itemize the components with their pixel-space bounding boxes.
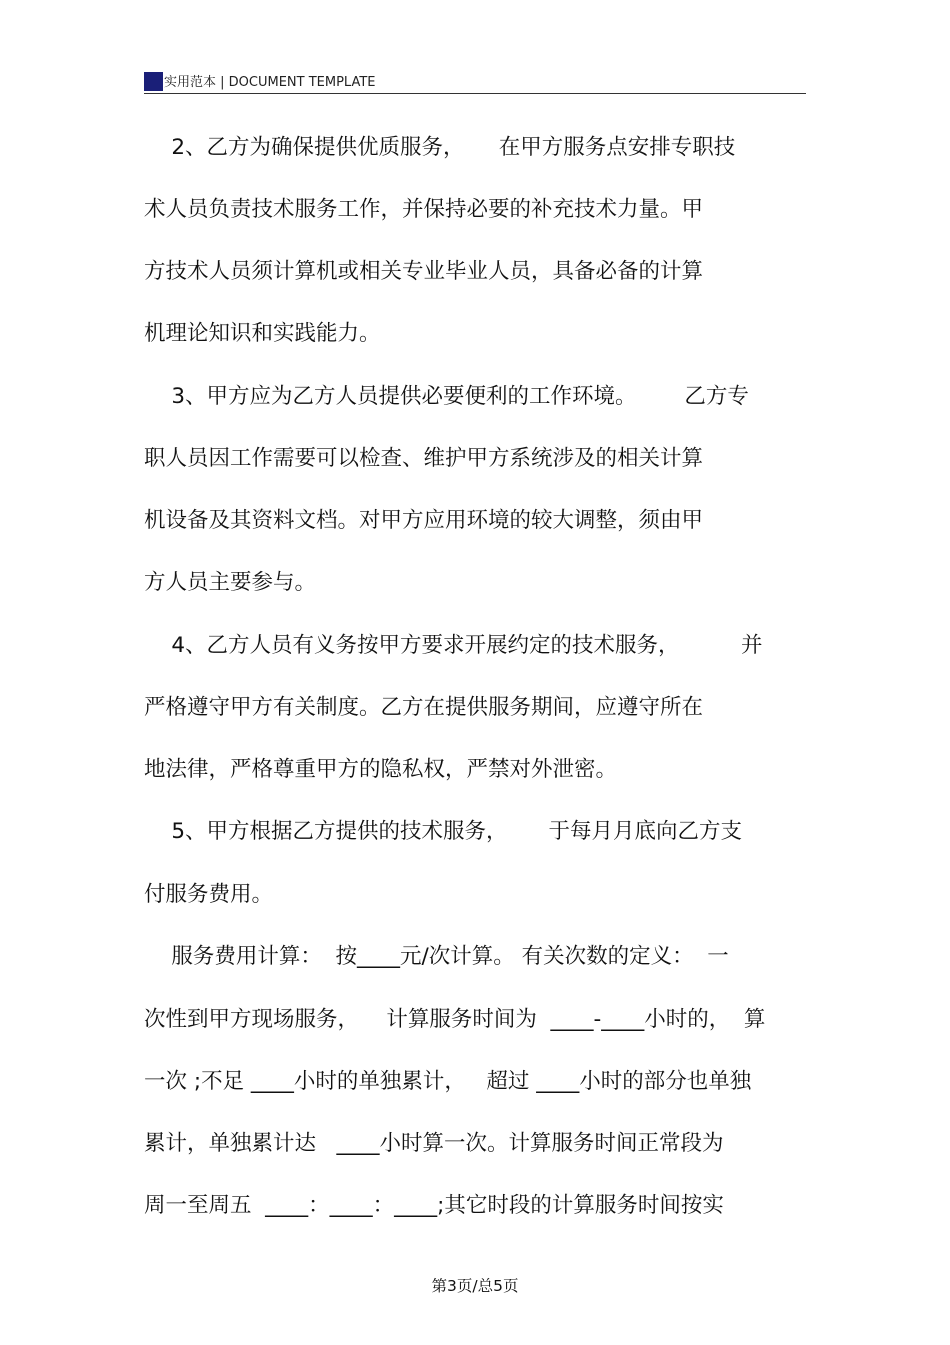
text-line: 职人员因工作需要可以检查、维护甲方系统涉及的相关计算 [144,446,704,471]
text-line: 累计，单独累计达 ____小时算一次。计算服务时间正常段为 [144,1131,724,1156]
text-line: 周一至周五 ____：____：____;其它时段的计算服务时间按实 [144,1193,724,1218]
text-line: 机理论知识和实践能力。 [144,321,381,346]
text-line: 4、乙方人员有义务按甲方要求开展约定的技术服务， 并 [144,633,763,658]
text-line: 术人员负责技术服务工作，并保持必要的补充技术力量。甲 [144,197,704,222]
text-line: 次性到甲方现场服务， 计算服务时间为 ____-____小时的， 算 [144,1007,766,1032]
text-line: 机设备及其资料文档。对甲方应用环境的较大调整，须由甲 [144,508,704,533]
text-line: 2、乙方为确保提供优质服务， 在甲方服务点安排专职技 [144,135,736,160]
text-line: 5、甲方根据乙方提供的技术服务， 于每月月底向乙方支 [144,819,743,844]
text-line: 方人员主要参与。 [144,570,317,595]
header-logo-icon [144,72,163,91]
text-line: 付服务费用。 [144,882,274,907]
header-rule [144,93,806,94]
text-line: 方技术人员须计算机或相关专业毕业人员，具备必备的计算 [144,259,704,284]
text-line: 一次 ;不足 ____小时的单独累计， 超过 ____小时的部分也单独 [144,1069,752,1094]
text-line: 服务费用计算： 按____元/次计算。 有关次数的定义： 一 [144,944,729,969]
page-number: 第3页/总5页 [431,1277,519,1295]
text-line: 3、甲方应为乙方人员提供必要便利的工作环境。 乙方专 [144,384,749,409]
text-line: 严格遵守甲方有关制度。乙方在提供服务期间，应遵守所在 [144,695,704,720]
page-header [144,68,806,94]
text-line: 地法律，严格尊重甲方的隐私权，严禁对外泄密。 [144,757,618,782]
header-title: 实用范本 | DOCUMENT TEMPLATE [164,75,376,90]
